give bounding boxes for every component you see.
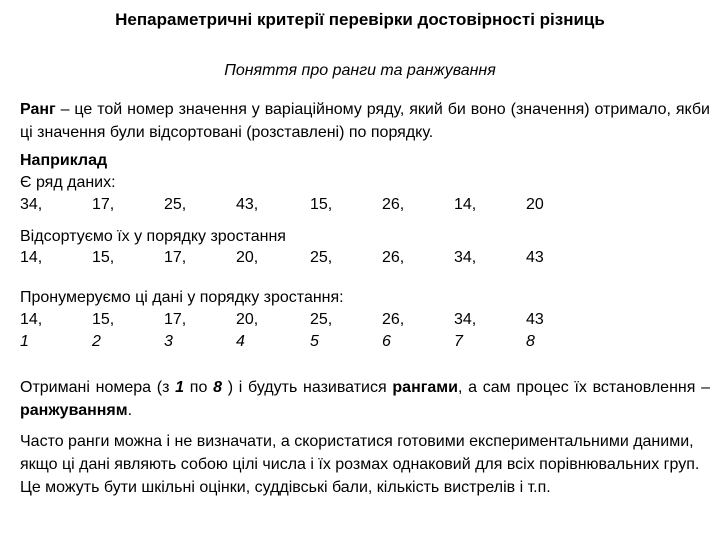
rank-end: 8 <box>213 379 222 396</box>
value-cell: 34, <box>454 311 477 328</box>
sort-label: Відсортуємо їх у порядку зростання <box>20 228 286 245</box>
value-cell: 17, <box>164 311 187 328</box>
rank-cell: 5 <box>310 333 319 350</box>
value-cell: 34, <box>454 249 477 266</box>
value-cell: 15, <box>92 249 115 266</box>
value-cell: 14, <box>454 196 477 213</box>
conclusion-text: . <box>127 402 133 419</box>
value-cell: 26, <box>382 311 405 328</box>
number-label: Пронумеруємо ці дані у порядку зростання: <box>20 289 344 306</box>
conclusion-text: ) і будуть називатися <box>221 379 393 396</box>
value-cell: 15, <box>310 196 333 213</box>
data-label: Є ряд даних: <box>20 174 116 191</box>
note-line: Це можуть бути шкільні оцінки, суддівські бали, кількість вистрелів і т.п. <box>20 479 551 496</box>
page-title: Непараметричні критерії перевірки достовірності різниць <box>115 10 605 29</box>
value-cell: 20 <box>526 196 544 213</box>
term-ranks: рангами <box>392 379 458 396</box>
conclusion-text: , а сам процес їх встановлення – <box>457 379 711 396</box>
rank-cell: 4 <box>236 333 245 350</box>
value-cell: 14, <box>20 311 43 328</box>
rank-cell: 6 <box>382 333 391 350</box>
value-cell: 25, <box>310 311 333 328</box>
conclusion-paragraph <box>20 376 710 422</box>
page-subtitle: Поняття про ранги та ранжування <box>224 62 496 79</box>
conclusion-text: Отримані номера (з <box>20 379 176 396</box>
example-heading: Наприклад <box>20 152 108 169</box>
rank-cell: 7 <box>454 333 463 350</box>
rank-definition <box>20 98 710 144</box>
rank-cell: 1 <box>20 333 29 350</box>
rank-cell: 3 <box>164 333 173 350</box>
conclusion-text: по <box>184 379 214 396</box>
note-paragraph <box>20 430 710 499</box>
value-cell: 17, <box>164 249 187 266</box>
value-cell: 25, <box>310 249 333 266</box>
rank-start: 1 <box>175 379 185 396</box>
note-line: Часто ранги можна і не визначати, а скористатися готовими експериментальними даними, якщо ці дані являють собою цілі числа і їх розмах однаковий для всіх порівнювальних груп. <box>20 433 700 473</box>
value-cell: 14, <box>20 249 43 266</box>
value-cell: 43 <box>526 249 544 266</box>
value-cell: 34, <box>20 196 43 213</box>
value-cell: 20, <box>236 249 259 266</box>
value-cell: 15, <box>92 311 115 328</box>
definition-term: Ранг <box>20 101 56 118</box>
definition-text: – це той номер значення у варіаційному ряду, який би воно (значення) отримало, якби ці значення були відсортовані (розставлені) по порядку. <box>20 101 710 141</box>
value-cell: 26, <box>382 249 405 266</box>
value-cell: 26, <box>382 196 405 213</box>
rank-cell: 2 <box>92 333 101 350</box>
value-cell: 25, <box>164 196 187 213</box>
rank-cell: 8 <box>526 333 535 350</box>
value-cell: 17, <box>92 196 115 213</box>
value-cell: 43 <box>526 311 544 328</box>
value-cell: 43, <box>236 196 259 213</box>
value-cell: 20, <box>236 311 259 328</box>
term-ranking: ранжуванням <box>20 402 128 419</box>
